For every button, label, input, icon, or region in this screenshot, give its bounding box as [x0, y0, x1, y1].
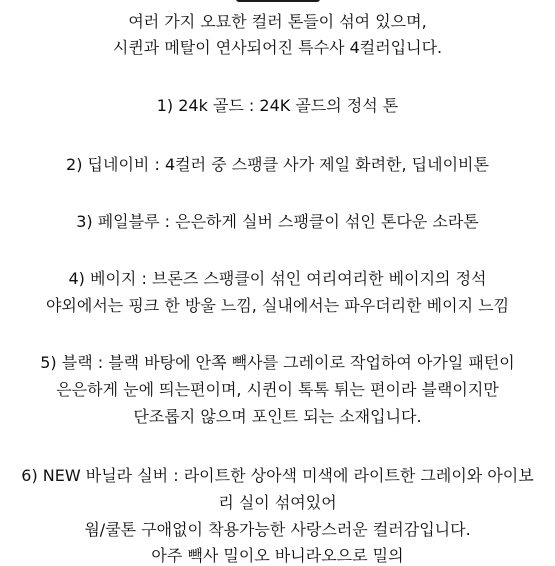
color-2-line: 2) 딥네이비 : 4컬러 중 스팽클 사가 제일 화려한, 딥네이비톤	[66, 155, 489, 174]
color-4-line-2: 야외에서는 핑크 한 방울 느낌, 실내에서는 파우더리한 베이지 느낌	[45, 296, 510, 315]
color-5-line-1: 5) 블랙 : 블랙 바탕에 안쪽 빽사를 그레이로 작업하여 아가일 패턴이	[40, 353, 515, 372]
color-6-line-3: 웜/쿨톤 구애없이 착용가능한 사랑스러운 컬러감입니다.	[84, 520, 471, 539]
color-5-line-3: 단조롭지 않으며 포인트 되는 소재입니다.	[133, 407, 422, 426]
color-6-line-2: 리 실이 섞여있어	[218, 493, 337, 512]
cropped-heading-fragment	[236, 0, 320, 2]
cropped-next-line: 아주 빽사 밀이오 바니라오으로 밀의	[151, 546, 404, 565]
intro-line-1: 여러 가지 오묘한 컬러 톤들이 섞여 있으며,	[128, 12, 427, 31]
intro-line-2: 시퀸과 메탈이 연사되어진 특수사 4컬러입니다.	[112, 38, 443, 57]
color-5-line-2: 은은하게 눈에 띄는편이며, 시퀸이 톡톡 튀는 편이라 블랙이지만	[56, 380, 499, 399]
color-3-line: 3) 페일블루 : 은은하게 실버 스팽클이 섞인 톤다운 소라톤	[76, 212, 479, 231]
color-4-line-1: 4) 베이지 : 브론즈 스팽클이 섞인 여리여리한 베이지의 정석	[68, 269, 487, 288]
color-6-line-1: 6) NEW 바닐라 실버 : 라이트한 상아색 미색에 라이트한 그레이와 아이보	[21, 466, 534, 485]
color-1-line: 1) 24k 골드 : 24K 골드의 정석 톤	[156, 96, 399, 115]
